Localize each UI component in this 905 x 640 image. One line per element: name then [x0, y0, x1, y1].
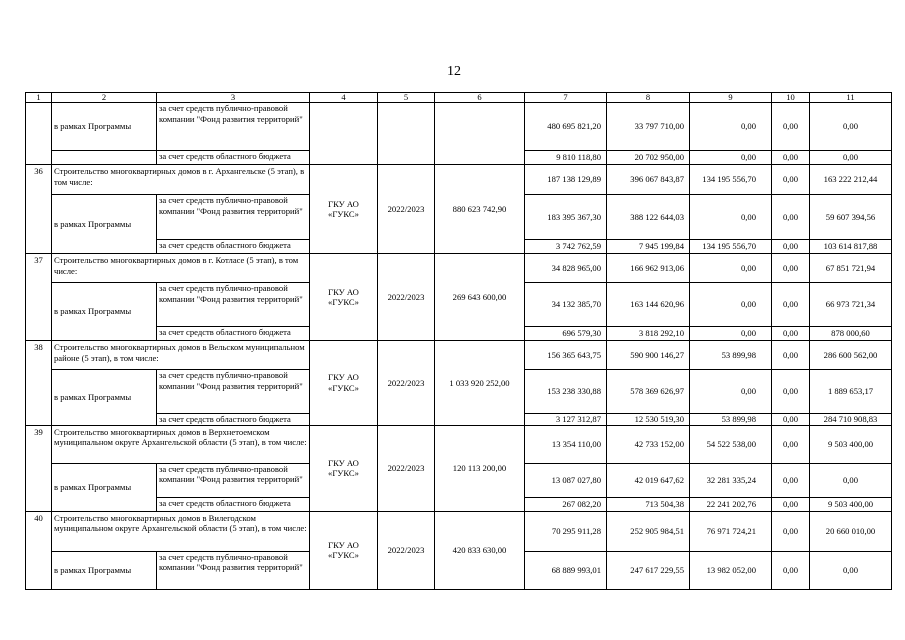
- value-cell: 0,00: [772, 151, 810, 165]
- value-cell: 0,00: [772, 425, 810, 463]
- source-fund-label: за счет средств публично-правовой компании "Фонд развития территорий": [157, 370, 310, 414]
- cost-cell: [435, 103, 525, 165]
- project-number: 39: [26, 425, 52, 511]
- value-cell: 67 851 721,94: [810, 254, 892, 283]
- value-cell: 153 238 330,88: [525, 370, 607, 414]
- value-cell: 0,00: [810, 463, 892, 497]
- program-label: в рамках Программы: [52, 283, 157, 341]
- column-number: 8: [607, 93, 690, 103]
- cost-cell: 880 623 742,90: [435, 165, 525, 254]
- source-regional-label: за счет средств областного бюджета: [157, 497, 310, 511]
- value-cell: 0,00: [690, 327, 772, 341]
- value-cell: 0,00: [772, 254, 810, 283]
- project-title: Строительство многоквартирных домов в Верхнетоемском муниципальном округе Архангельской области (5 этап), в том числе:: [52, 425, 310, 463]
- value-cell: 13 354 110,00: [525, 425, 607, 463]
- table-row: [26, 511, 892, 551]
- value-cell: 0,00: [772, 327, 810, 341]
- value-cell: 0,00: [690, 370, 772, 414]
- cost-cell: 120 113 200,00: [435, 425, 525, 511]
- value-cell: 134 195 556,70: [690, 240, 772, 254]
- value-cell: 0,00: [772, 341, 810, 370]
- value-cell: 396 067 843,87: [607, 165, 690, 195]
- source-fund-label: за счет средств публично-правовой компании "Фонд развития территорий": [157, 283, 310, 327]
- value-cell: 76 971 724,21: [690, 511, 772, 551]
- table-row: [26, 425, 892, 463]
- value-cell: 53 899,98: [690, 341, 772, 370]
- value-cell: 12 530 519,30: [607, 414, 690, 426]
- page-number: 12: [447, 64, 461, 79]
- value-cell: 0,00: [772, 511, 810, 551]
- column-number: 1: [26, 93, 52, 103]
- project-number: 40: [26, 511, 52, 589]
- value-cell: 0,00: [772, 165, 810, 195]
- cost-cell: 420 833 630,00: [435, 511, 525, 589]
- value-cell: 252 905 984,51: [607, 511, 690, 551]
- program-label: в рамках Программы: [52, 103, 157, 151]
- value-cell: 0,00: [690, 283, 772, 327]
- source-fund-label: за счет средств публично-правовой компании "Фонд развития территорий": [157, 463, 310, 497]
- value-cell: 590 900 146,27: [607, 341, 690, 370]
- value-cell: 42 019 647,62: [607, 463, 690, 497]
- budget-table: [25, 92, 892, 590]
- customer-cell: ГКУ АО «ГУКС»: [310, 254, 378, 341]
- customer-cell: ГКУ АО «ГУКС»: [310, 511, 378, 589]
- value-cell: 183 395 367,30: [525, 195, 607, 240]
- value-cell: 267 082,20: [525, 497, 607, 511]
- column-number: 9: [690, 93, 772, 103]
- value-cell: 134 195 556,70: [690, 165, 772, 195]
- value-cell: 9 810 118,80: [525, 151, 607, 165]
- project-title: Строительство многоквартирных домов в г. Котласе (5 этап), в том числе:: [52, 254, 310, 283]
- value-cell: 163 222 212,44: [810, 165, 892, 195]
- column-number: 6: [435, 93, 525, 103]
- value-cell: 0,00: [772, 240, 810, 254]
- value-cell: 32 281 335,24: [690, 463, 772, 497]
- period-cell: 2022/2023: [378, 425, 435, 511]
- customer-cell: ГКУ АО «ГУКС»: [310, 165, 378, 254]
- column-number-row: [26, 93, 892, 103]
- program-label: в рамках Программы: [52, 195, 157, 254]
- value-cell: 0,00: [810, 103, 892, 151]
- value-cell: 0,00: [690, 103, 772, 151]
- customer-cell: [310, 103, 378, 165]
- period-cell: 2022/2023: [378, 254, 435, 341]
- value-cell: 247 617 229,55: [607, 551, 690, 589]
- value-cell: 22 241 202,76: [690, 497, 772, 511]
- value-cell: 0,00: [772, 195, 810, 240]
- project-number: 36: [26, 165, 52, 254]
- value-cell: 0,00: [810, 151, 892, 165]
- source-regional-label: за счет средств областного бюджета: [157, 151, 310, 165]
- value-cell: 70 295 911,28: [525, 511, 607, 551]
- value-cell: 33 797 710,00: [607, 103, 690, 151]
- project-number: 38: [26, 341, 52, 426]
- value-cell: 68 889 993,01: [525, 551, 607, 589]
- table-row: [26, 254, 892, 283]
- column-number: 7: [525, 93, 607, 103]
- value-cell: 9 503 400,00: [810, 497, 892, 511]
- value-cell: 480 695 821,20: [525, 103, 607, 151]
- value-cell: 0,00: [772, 551, 810, 589]
- value-cell: 0,00: [772, 370, 810, 414]
- value-cell: 0,00: [810, 551, 892, 589]
- value-cell: 54 522 538,00: [690, 425, 772, 463]
- value-cell: 66 973 721,34: [810, 283, 892, 327]
- value-cell: 166 962 913,06: [607, 254, 690, 283]
- program-label: в рамках Программы: [52, 370, 157, 426]
- value-cell: 34 132 385,70: [525, 283, 607, 327]
- value-cell: 578 369 626,97: [607, 370, 690, 414]
- project-number: 37: [26, 254, 52, 341]
- source-regional-label: за счет средств областного бюджета: [157, 327, 310, 341]
- value-cell: 0,00: [772, 103, 810, 151]
- value-cell: 103 614 817,88: [810, 240, 892, 254]
- value-cell: 0,00: [772, 463, 810, 497]
- value-cell: 0,00: [690, 151, 772, 165]
- customer-cell: ГКУ АО «ГУКС»: [310, 341, 378, 426]
- value-cell: 0,00: [772, 414, 810, 426]
- value-cell: 13 087 027,80: [525, 463, 607, 497]
- table-row: [26, 341, 892, 370]
- table-row: [26, 103, 892, 151]
- value-cell: 7 945 199,84: [607, 240, 690, 254]
- column-number: 3: [157, 93, 310, 103]
- value-cell: 286 600 562,00: [810, 341, 892, 370]
- value-cell: 163 144 620,96: [607, 283, 690, 327]
- value-cell: 0,00: [690, 254, 772, 283]
- column-number: 10: [772, 93, 810, 103]
- table-row: [26, 165, 892, 195]
- value-cell: 696 579,30: [525, 327, 607, 341]
- period-cell: [378, 103, 435, 165]
- source-fund-label: за счет средств публично-правовой компании "Фонд развития территорий": [157, 551, 310, 589]
- project-title: Строительство многоквартирных домов в г. Архангельске (5 этап), в том числе:: [52, 165, 310, 195]
- column-number: 11: [810, 93, 892, 103]
- value-cell: 9 503 400,00: [810, 425, 892, 463]
- value-cell: 42 733 152,00: [607, 425, 690, 463]
- value-cell: 3 818 292,10: [607, 327, 690, 341]
- period-cell: 2022/2023: [378, 165, 435, 254]
- column-number: 2: [52, 93, 157, 103]
- project-title: Строительство многоквартирных домов в Вилегодском муниципальном округе Архангельской области (5 этап), в том числе:: [52, 511, 310, 551]
- period-cell: 2022/2023: [378, 341, 435, 426]
- program-label: в рамках Программы: [52, 463, 157, 511]
- value-cell: 388 122 644,03: [607, 195, 690, 240]
- value-cell: 3 742 762,59: [525, 240, 607, 254]
- source-regional-label: за счет средств областного бюджета: [157, 240, 310, 254]
- project-number-cell: [26, 103, 52, 165]
- value-cell: 0,00: [690, 195, 772, 240]
- value-cell: 53 899,98: [690, 414, 772, 426]
- value-cell: 0,00: [772, 497, 810, 511]
- column-number: 4: [310, 93, 378, 103]
- value-cell: 713 504,38: [607, 497, 690, 511]
- value-cell: 20 702 950,00: [607, 151, 690, 165]
- period-cell: 2022/2023: [378, 511, 435, 589]
- program-label: в рамках Программы: [52, 551, 157, 589]
- column-number: 5: [378, 93, 435, 103]
- cost-cell: 1 033 920 252,00: [435, 341, 525, 426]
- source-regional-label: за счет средств областного бюджета: [157, 414, 310, 426]
- value-cell: 1 889 653,17: [810, 370, 892, 414]
- project-title: Строительство многоквартирных домов в Вельском муниципальном районе (5 этап), в том числе:: [52, 341, 310, 370]
- customer-cell: ГКУ АО «ГУКС»: [310, 425, 378, 511]
- cost-cell: 269 643 600,00: [435, 254, 525, 341]
- value-cell: 156 365 643,75: [525, 341, 607, 370]
- value-cell: 59 607 394,56: [810, 195, 892, 240]
- source-fund-label: за счет средств публично-правовой компании "Фонд развития территорий": [157, 103, 310, 151]
- value-cell: 878 000,60: [810, 327, 892, 341]
- value-cell: 284 710 908,83: [810, 414, 892, 426]
- value-cell: 187 138 129,89: [525, 165, 607, 195]
- value-cell: 3 127 312,87: [525, 414, 607, 426]
- value-cell: 13 982 052,00: [690, 551, 772, 589]
- value-cell: 34 828 965,00: [525, 254, 607, 283]
- value-cell: 20 660 010,00: [810, 511, 892, 551]
- value-cell: 0,00: [772, 283, 810, 327]
- source-fund-label: за счет средств публично-правовой компании "Фонд развития территорий": [157, 195, 310, 240]
- empty-cell: [52, 151, 157, 165]
